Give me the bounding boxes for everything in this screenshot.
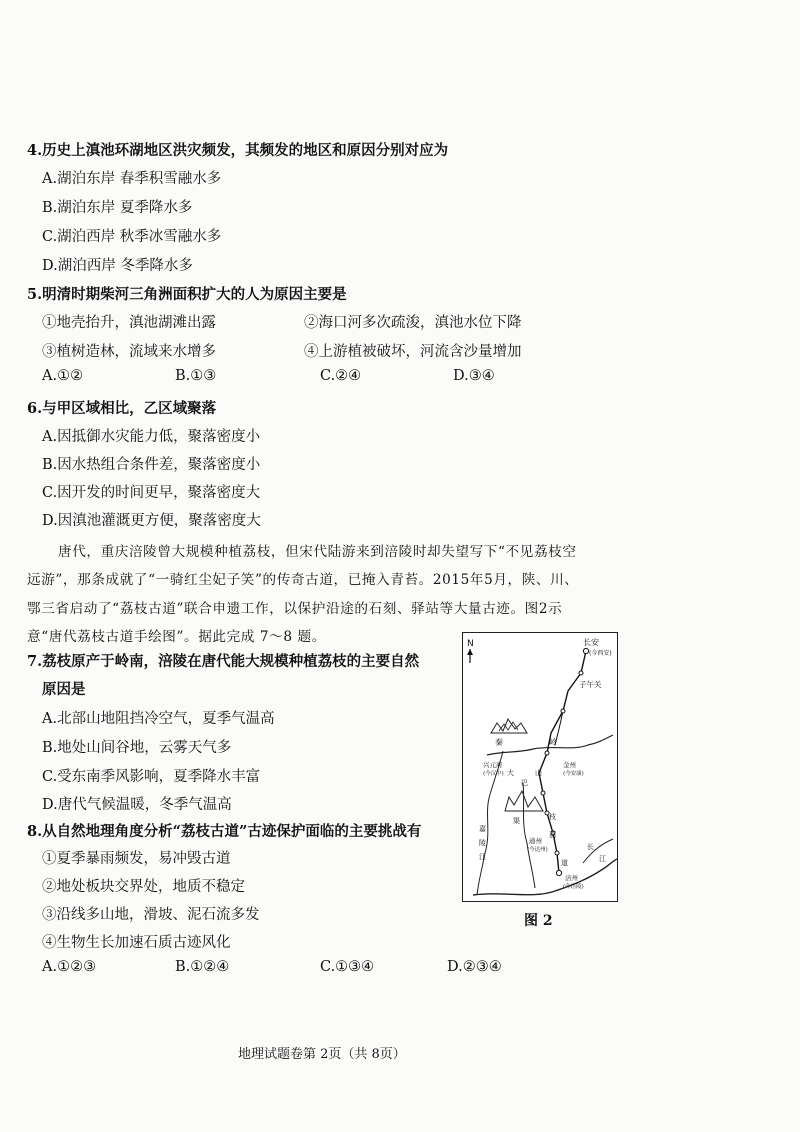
- q7-option-c: C.受东南季风影响，夏季降水丰富: [42, 769, 261, 785]
- xingyuan-sub-label: (今汉中): [483, 771, 504, 777]
- q6-option-c: C.因开发的时间更早，聚落密度大: [42, 485, 261, 501]
- li-label: 荔: [549, 831, 556, 839]
- q8-option-c: C.①③④: [320, 959, 375, 975]
- q7-option-b: B.地处山间谷地，云雾天气多: [42, 740, 232, 756]
- shan-label: 山: [535, 769, 542, 777]
- station-marker: [555, 851, 559, 855]
- q5-option-b: B.①③: [175, 368, 217, 384]
- passage-line-3: 鄂三省启动了“荔枝古道”联合申遗工作，以保护沿途的石刻、驿站等大量古迹。图2示: [27, 601, 563, 617]
- ba-label: 巴: [521, 779, 528, 787]
- zhi-label: 枝: [549, 813, 556, 821]
- station-marker: [579, 671, 583, 675]
- q5-option-c: C.②④: [320, 368, 362, 384]
- q4-option-d: D.湖泊西岸 冬季降水多: [42, 258, 193, 274]
- ling-label: 岭: [549, 738, 557, 747]
- q6-option-d: D.因滇池灌溉更方便，聚落密度大: [42, 513, 261, 529]
- da-label: 大: [507, 769, 514, 777]
- chang-label: 长: [587, 843, 594, 851]
- q5-item-2: ②海口河多次疏浚，滇池水位下降: [304, 315, 522, 331]
- jiang-label: 江: [479, 853, 486, 861]
- fuzhou-label: 涪州: [565, 874, 578, 882]
- passage-line-1: 唐代，重庆涪陵曾大规模种植荔枝，但宋代陆游来到涪陵时却失望写下“不见荔枝空: [58, 544, 577, 560]
- changan-label: 长安: [583, 638, 599, 647]
- q7-stem-cont: 原因是: [42, 681, 86, 698]
- passage-line-4: 意“唐代荔枝古道手绘图”。据此完成 7～8 题。: [27, 629, 326, 645]
- station-marker: [561, 709, 565, 713]
- jia-label: 嘉: [479, 825, 486, 833]
- q4-option-c: C.湖泊西岸 秋季冰雪融水多: [42, 229, 222, 245]
- north-arrowhead-icon: [467, 649, 473, 655]
- yangtze-river: [473, 859, 617, 895]
- map-svg: [463, 633, 617, 901]
- station-marker: [541, 791, 545, 795]
- station-marker: [545, 751, 549, 755]
- q4-stem: 4.历史上滇池环湖地区洪灾频发，其频发的地区和原因分别对应为: [27, 142, 449, 159]
- tongzhou-sub-label: (今达州): [527, 847, 548, 853]
- q8-stem: 8.从自然地理角度分析“荔枝古道”古迹保护面临的主要挑战有: [27, 823, 422, 840]
- dao-label: 道: [561, 859, 568, 867]
- q4-option-a: A.湖泊东岸 春季积雪融水多: [42, 171, 222, 187]
- q5-option-a: A.①②: [42, 368, 84, 384]
- q8-item-1: ①夏季暴雨频发，易冲毁古道: [42, 851, 231, 867]
- ling-river-label: 陵: [479, 839, 486, 847]
- q6-option-a: A.因抵御水灾能力低，聚落密度小: [42, 429, 261, 445]
- q7-stem: 7.荔枝原产于岭南，涪陵在唐代能大规模种植荔枝的主要自然: [27, 653, 420, 670]
- q8-option-a: A.①②③: [42, 959, 97, 975]
- q8-item-3: ③沿线多山地，滑坡、泥石流多发: [42, 907, 260, 923]
- q6-option-b: B.因水热组合条件差，聚落密度小: [42, 457, 261, 473]
- figure-caption: 图 2: [524, 913, 553, 929]
- q8-option-b: B.①②④: [175, 959, 230, 975]
- q5-option-d: D.③④: [453, 368, 495, 384]
- q7-option-a: A.北部山地阻挡冷空气，夏季气温高: [42, 711, 275, 727]
- jinzhou-label: 金州: [563, 761, 576, 769]
- fuzhou-marker: [556, 870, 561, 875]
- q7-option-d: D.唐代气候温暖，冬季气温高: [42, 797, 232, 813]
- q5-item-4: ④上游植被破坏，河流含沙量增加: [304, 344, 522, 360]
- ziwuguan-label: 子午关: [579, 680, 602, 689]
- page-footer: 地理试题卷第 2页（共 8页）: [238, 1047, 406, 1062]
- q5-stem: 5.明清时期柴河三角洲面积扩大的人为原因主要是: [27, 286, 347, 303]
- q6-stem: 6.与甲区域相比，乙区域聚落: [27, 400, 217, 417]
- tongzhou-label: 通州: [529, 837, 542, 845]
- xingyuan-label: 兴元府: [483, 761, 503, 769]
- jiang2-label: 江: [599, 855, 606, 863]
- q4-option-b: B.湖泊东岸 夏季降水多: [42, 200, 193, 216]
- qin-label: 秦: [495, 738, 503, 747]
- qu-label: 渠: [513, 817, 520, 825]
- changan-sub-label: (今西安): [589, 650, 612, 657]
- lychee-road-map: [462, 632, 618, 902]
- qinling-mountain-icon: [491, 719, 527, 733]
- changan-marker: [583, 648, 588, 653]
- fuzhou-sub-label: (今涪陵): [563, 884, 584, 890]
- q8-item-2: ②地处板块交界处，地质不稳定: [42, 879, 245, 895]
- passage-line-2: 远游”，那条成就了“一骑红尘妃子笑”的传奇古道，已掩入青苔。2015年5月，陕、川、: [27, 572, 579, 588]
- jinzhou-sub-label: (今安康): [563, 771, 584, 777]
- q8-item-4: ④生物生长加速石质古迹风化: [42, 935, 231, 951]
- q5-item-3: ③植树造林，流域来水增多: [42, 344, 216, 360]
- north-label: N: [467, 639, 474, 649]
- q8-option-d: D.②③④: [447, 959, 502, 975]
- q5-item-1: ①地壳抬升，滇池湖滩出露: [42, 315, 216, 331]
